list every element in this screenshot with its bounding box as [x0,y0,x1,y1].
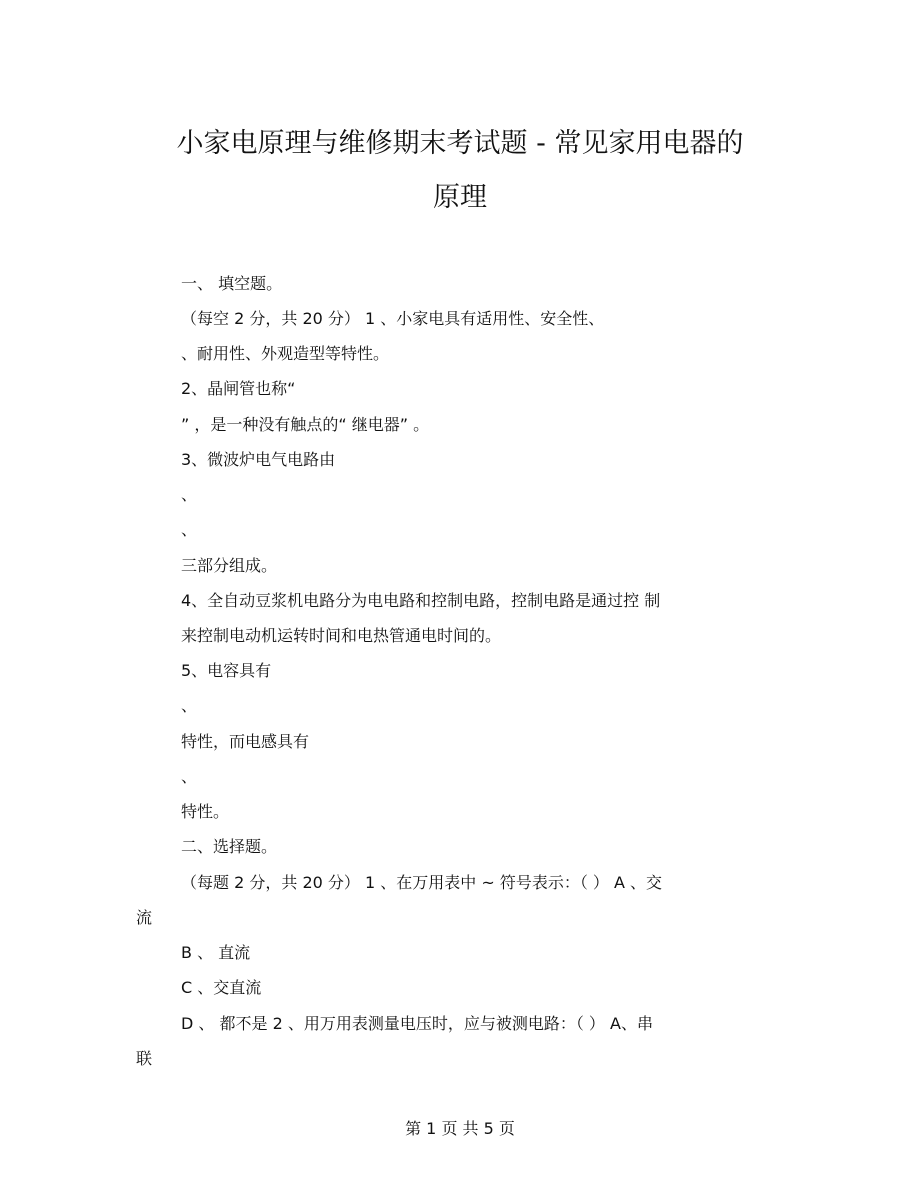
question-line: 、 [181,520,198,539]
question-line: 流 [136,908,153,927]
question-line: 3、微波炉电气电路由 [181,450,336,469]
document-title-line-1: 小家电原理与维修期末考试题 - 常见家用电器的 [176,128,744,159]
question-line: 、耐用性、外观造型等特性。 [181,344,390,363]
question-line: 来控制电动机运转时间和电热管通电时间的。 [181,626,502,645]
document-title-line-2: 原理 [433,182,487,213]
question-line: 、 [181,485,198,504]
option-line: C 、交直流 [181,978,262,997]
section-heading-multiple-choice: 二、选择题。 [181,837,278,856]
question-line: （每空 2 分，共 20 分） 1 、小家电具有适用性、安全性、 [181,309,605,328]
question-line: 、 [181,767,198,786]
question-line: 5、电容具有 [181,661,272,680]
page-footer: 第 1 页 共 5 页 [405,1119,515,1138]
question-line: （每题 2 分，共 20 分） 1 、在万用表中 ~ 符号表示：（ ） A 、交 [181,873,663,892]
option-line: B 、 直流 [181,943,251,962]
question-line: 联 [136,1049,153,1068]
question-line: 2、晶闸管也称“ [181,379,296,398]
section-heading-fill-blank: 一、 填空题。 [181,274,283,293]
question-line: 特性，而电感具有 [181,732,310,751]
question-line: 、 [181,696,198,715]
question-line: 4、全自动豆浆机电路分为电电路和控制电路，控制电路是通过控 制 [181,591,661,610]
option-line: D 、 都不是 2 、用万用表测量电压时，应与被测电路：（ ） A、串 [181,1014,653,1033]
question-line: 三部分组成。 [181,556,278,575]
question-line: ” ，是一种没有触点的“ 继电器” 。 [181,415,430,434]
question-line: 特性。 [181,802,230,821]
